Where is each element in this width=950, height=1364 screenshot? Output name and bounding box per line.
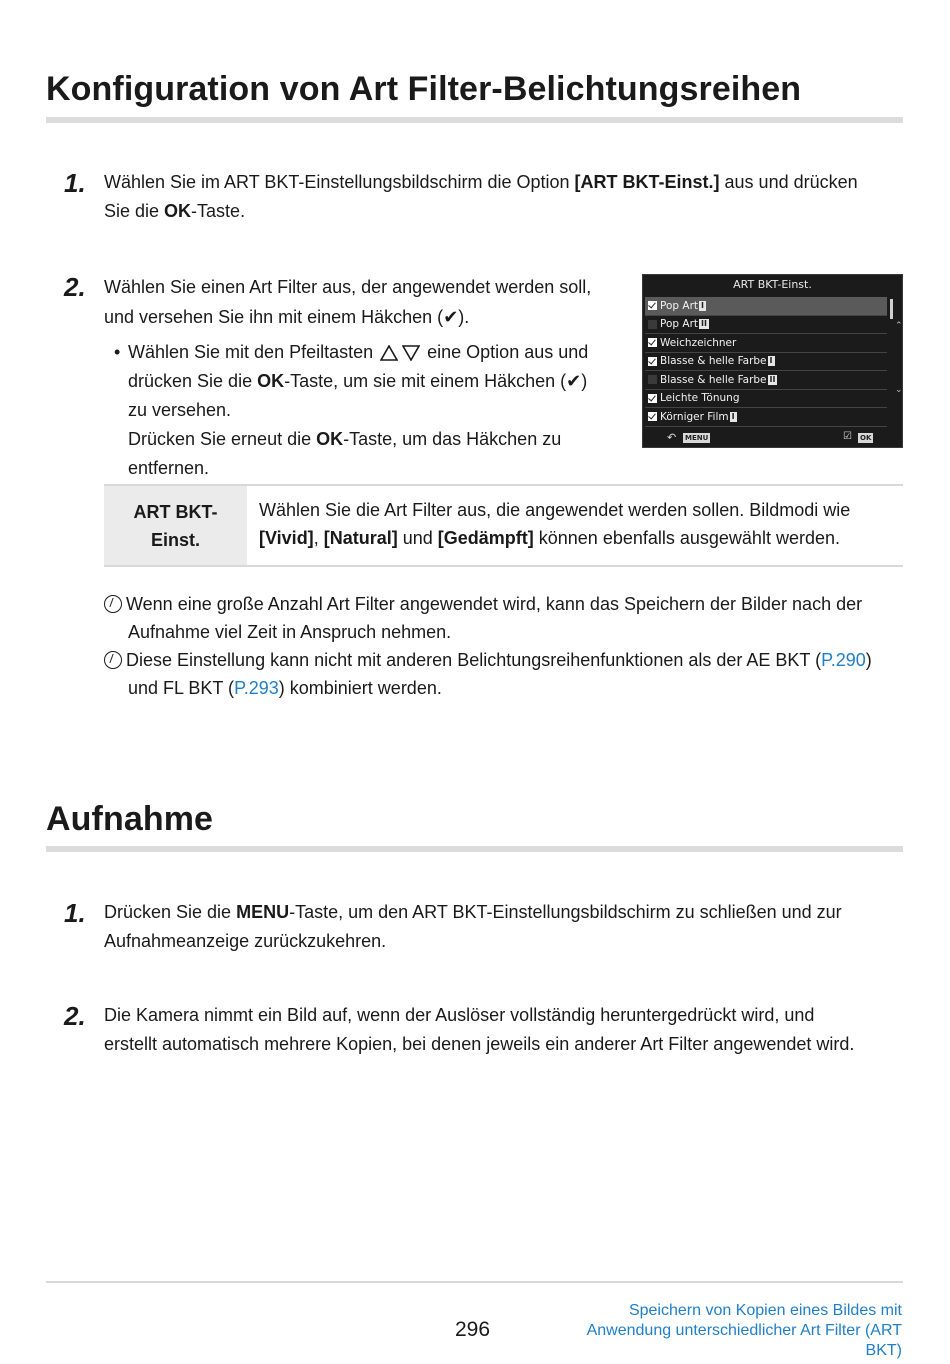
footer-rule bbox=[46, 1281, 903, 1283]
step-2-bullet-text: Wählen Sie mit den Pfeiltasten eine Option aus und drücken Sie die OK-Taste, um sie mit einem Häkchen (✔) zu versehen. Drücken Sie erneut die OK-Taste, um das Häkchen zu entfernen. bbox=[128, 342, 589, 478]
step-2-text: Wählen Sie einen Art Filter aus, der angewendet werden soll, und versehen Sie ihn mit einem Häkchen (✔). bbox=[104, 277, 592, 327]
camera-list-item: Blasse & helle Farbe II bbox=[645, 371, 887, 390]
section-title-configuration: Konfiguration von Art Filter-Belichtungsreihen bbox=[46, 70, 802, 108]
bullet: • bbox=[114, 342, 121, 362]
step-2-text: Die Kamera nimmt ein Bild auf, wenn der Auslöser vollständig heruntergedrückt wird, und erstellt automatisch mehrere Kopien, bei denen jeweils ein anderer Art Filter angewendet wird. bbox=[104, 1005, 855, 1054]
table-description-cell: Wählen Sie die Art Filter aus, die angewendet werden sollen. Bildmodi wie [Vivid], [Natural] und [Gedämpft] können ebenfalls ausgewählt werden. bbox=[259, 500, 851, 548]
page-link-293[interactable]: P.293 bbox=[234, 678, 279, 698]
ok-button-label: OK bbox=[860, 434, 872, 442]
camera-screen-title: ART BKT-Einst. bbox=[733, 278, 812, 291]
chapter-link[interactable]: Speichern von Kopien eines Bildes mit Anwendung unterschiedlicher Art Filter (ART BKT) bbox=[586, 1302, 902, 1359]
camera-list-item: Körniger Film I bbox=[645, 408, 887, 427]
checkmark-icon: ✔ bbox=[566, 371, 582, 391]
note-1: Wenn eine große Anzahl Art Filter angewendet wird, kann das Speichern der Bilder nach der Aufnahme viel Zeit in Anspruch nehmen. bbox=[104, 590, 904, 646]
camera-screen bbox=[642, 274, 903, 448]
camera-list-item: Leichte Tönung bbox=[645, 390, 887, 409]
step-1-text: Drücken Sie die MENU-Taste, um den ART BKT-Einstellungsbildschirm zu schließen und zur Aufnahmeanzeige zurückzukehren. bbox=[104, 902, 842, 951]
camera-list-item: Blasse & helle Farbe I bbox=[645, 353, 887, 372]
checkbox-checked-icon bbox=[648, 301, 657, 310]
step-number: 2. bbox=[64, 1001, 86, 1031]
check-box-icon: ☑ bbox=[843, 431, 852, 442]
checkbox-checked-icon bbox=[648, 338, 657, 347]
scroll-up-icon: ⌃ bbox=[895, 321, 903, 331]
back-arrow-icon: ↶ bbox=[667, 431, 677, 444]
checkbox-checked-icon bbox=[648, 357, 657, 366]
note-icon bbox=[104, 651, 122, 669]
step-number: 1. bbox=[64, 168, 86, 198]
camera-list-item: Pop Art I bbox=[645, 297, 887, 316]
title-rule bbox=[46, 846, 903, 852]
title-rule bbox=[46, 117, 903, 123]
arrow-down-icon bbox=[402, 345, 420, 361]
camera-list-item: Weichzeichner bbox=[645, 334, 887, 353]
checkbox-checked-icon bbox=[648, 394, 657, 403]
settings-table bbox=[104, 484, 903, 567]
note-icon bbox=[104, 595, 122, 613]
page-number: 296 bbox=[455, 1318, 491, 1341]
table-header-cell: ART BKT- Einst. bbox=[104, 486, 247, 565]
note-2: Diese Einstellung kann nicht mit anderen Belichtungsreihenfunktionen als der AE BKT (P.290) und FL BKT (P.293) kombiniert werden. bbox=[104, 646, 904, 702]
checkmark-icon: ✔ bbox=[443, 307, 459, 327]
page-link-290[interactable]: P.290 bbox=[821, 650, 866, 670]
step-number: 2. bbox=[64, 272, 86, 302]
camera-list-item: Pop Art II bbox=[645, 316, 887, 335]
checkbox-checked-icon bbox=[648, 412, 657, 421]
checkbox-unchecked-icon bbox=[648, 375, 657, 384]
step-1-text: Wählen Sie im ART BKT-Einstellungsbildschirm die Option [ART BKT-Einst.] aus und drücken Sie die OK-Taste. bbox=[104, 172, 858, 221]
menu-button-label: MENU bbox=[685, 434, 709, 442]
section-title-aufnahme: Aufnahme bbox=[46, 800, 214, 838]
camera-scrollbar bbox=[890, 299, 893, 319]
scroll-down-icon: ⌄ bbox=[895, 385, 903, 395]
checkbox-unchecked-icon bbox=[648, 320, 657, 329]
camera-button-bar bbox=[643, 431, 902, 445]
arrow-up-icon bbox=[380, 345, 398, 361]
camera-filter-list bbox=[645, 297, 887, 427]
step-number: 1. bbox=[64, 898, 86, 928]
